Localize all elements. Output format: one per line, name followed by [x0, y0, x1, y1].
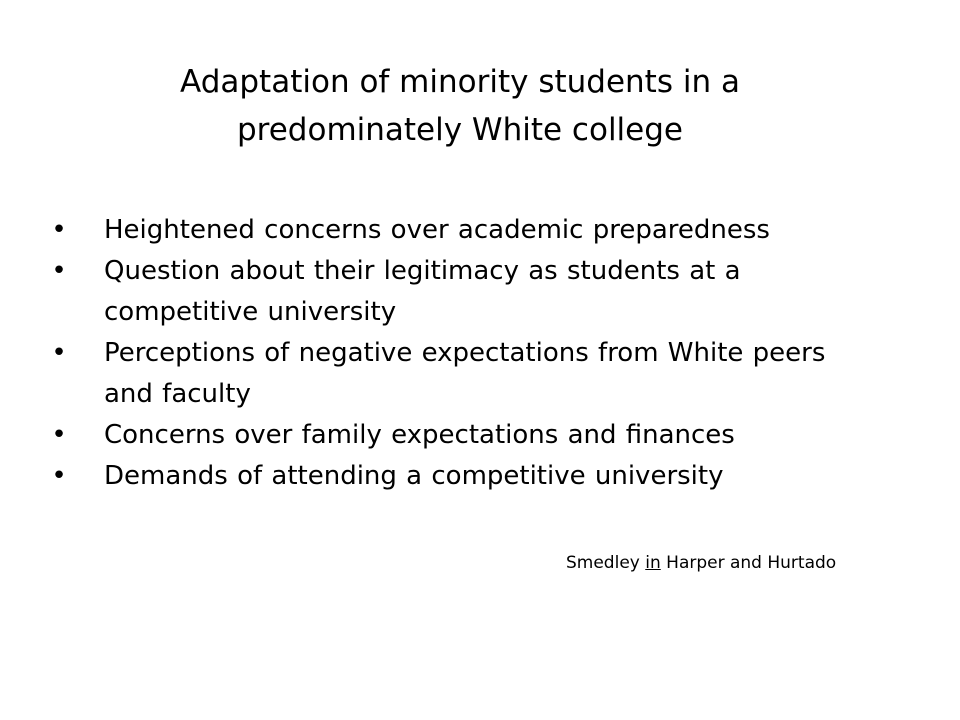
bullet-item-legitimacy: [0, 251, 844, 333]
bullet-item-competitive-demands: [0, 456, 844, 497]
citation-connector: in: [645, 553, 661, 573]
citation-author: Smedley: [566, 553, 640, 573]
citation-editors: Harper and Hurtado: [666, 553, 837, 573]
bullet-icon: •: [51, 215, 67, 245]
slide-title: [60, 58, 860, 154]
bullet-icon: •: [51, 461, 67, 491]
bullet-text: Question about their legitimacy as students at a competitive university: [104, 256, 741, 327]
bullet-item-academic-preparedness: [0, 210, 844, 251]
bullet-text: Concerns over family expectations and finances: [104, 420, 735, 450]
bullet-icon: •: [51, 420, 67, 450]
bullet-text: Demands of attending a competitive university: [104, 461, 724, 491]
bullet-icon: •: [51, 256, 67, 286]
slide-title-line-1: Adaptation of minority students in a: [180, 64, 740, 100]
bullet-item-negative-expectations: [0, 333, 844, 415]
bullet-list: [0, 210, 960, 497]
bullet-item-family-finances: [0, 415, 844, 456]
slide-title-line-2: predominately White college: [236, 112, 683, 148]
citation: [566, 551, 836, 575]
bullet-text: Heightened concerns over academic preparedness: [104, 215, 770, 245]
bullet-text: Perceptions of negative expectations from White peers and faculty: [104, 338, 826, 409]
bullet-icon: •: [51, 338, 67, 368]
